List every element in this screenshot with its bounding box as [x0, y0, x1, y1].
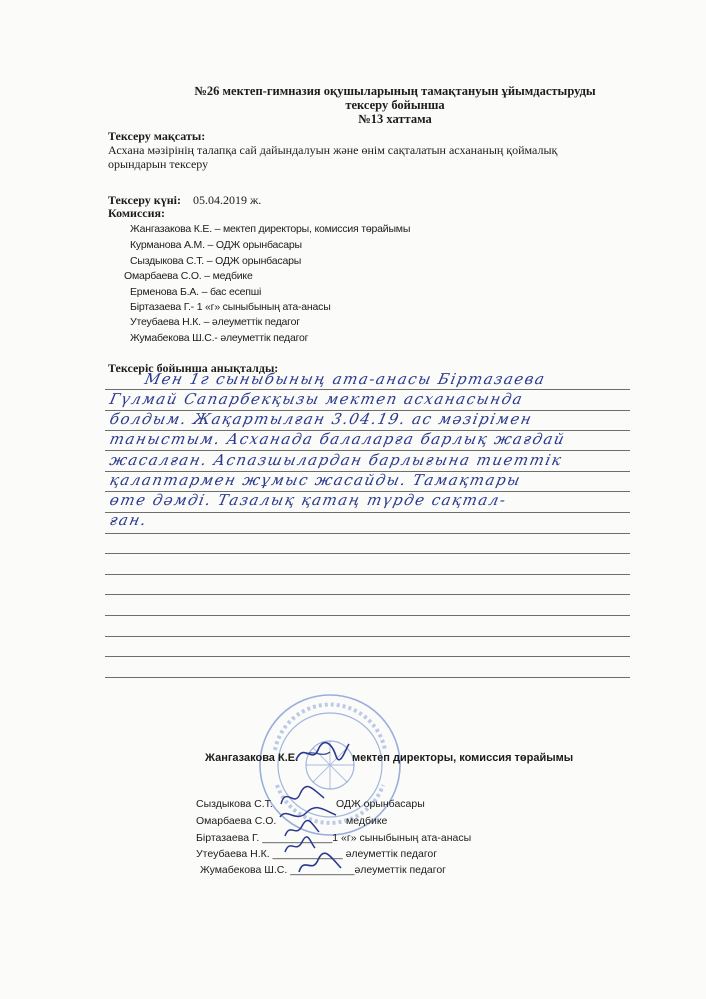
- commission-member: Ерменова Б.А. – бас есепші: [130, 286, 262, 298]
- date-value: 05.04.2019 ж.: [193, 193, 262, 207]
- signatory-name-line: Жумабекова Ш.С. ___________әлеуметтік педагог: [200, 864, 446, 876]
- handwritten-line: таныстым. Асханада балаларға барлық жағдай: [108, 430, 568, 448]
- handwritten-line: өте дәмді. Тазалық қатаң түрде сақтал-: [108, 491, 509, 509]
- handwritten-signature-icon: [296, 852, 344, 878]
- doc-title-line3: №13 хаттама: [358, 112, 432, 126]
- commission-member: Сыздыкова С.Т. – ОДЖ орынбасары: [130, 255, 302, 267]
- signatory-name-line: Біртазаева Г. ____________1 «г» сыныбының ата-анасы: [196, 832, 472, 844]
- signatory-role: ОДЖ орынбасары: [336, 798, 425, 810]
- commission-member: Жумабекова Ш.С.- әлеуметтік педагог: [130, 332, 309, 344]
- commission-member: Курманова А.М. – ОДЖ орынбасары: [130, 239, 302, 251]
- signatory-name: Сыздыкова С.Т.: [196, 798, 273, 810]
- signatory-role: медбике: [346, 815, 388, 827]
- doc-title-line2: тексеру бойынша: [345, 98, 445, 112]
- handwritten-line: жасалған. Аспазшылардан барлығына тиеттік: [108, 451, 565, 469]
- handwritten-signature-icon: [292, 738, 352, 768]
- handwritten-line: Гүлмай Сапарбекқызы мектеп асханасында: [108, 390, 526, 408]
- commission-member: Омарбаева С.О. – медбике: [124, 270, 253, 282]
- signatory-name-line: Утеубаева Н.К. ____________ әлеуметтік педагог: [196, 848, 438, 860]
- signatory-main-role: мектеп директоры, комиссия төрайымы: [352, 752, 574, 764]
- commission-member: Біртазаева Г.- 1 «г» сыныбының ата-анасы: [130, 301, 331, 313]
- commission-label: Комиссия:: [108, 206, 166, 220]
- doc-title-line1: №26 мектеп-гимназия оқушыларының тамақтануын ұйымдастыруды: [194, 84, 596, 98]
- commission-member: Жангазакова К.Е. – мектеп директоры, комиссия төрайымы: [130, 223, 411, 235]
- handwritten-line: Мен 1г сыныбының ата-анасы Біртазаева: [143, 370, 548, 388]
- purpose-text-line2: орындарын тексеру: [108, 157, 209, 171]
- purpose-label: Тексеру мақсаты:: [108, 129, 206, 143]
- date-label: Тексеру күні:: [108, 193, 181, 207]
- handwritten-line: қалаптармен жұмыс жасайды. Тамақтары: [108, 471, 523, 489]
- findings-label: Тексеріс бойынша анықталды:: [108, 361, 279, 375]
- signatory-main-name: Жангазакова К.Е.: [205, 752, 299, 764]
- handwritten-line: болдым. Жақартылған 3.04.19. ас мәзірімен: [108, 410, 535, 428]
- commission-member: Утеубаева Н.К. – әлеуметтік педагог: [130, 316, 300, 328]
- purpose-text-line1: Асхана мәзірінің талапқа сай дайындалуын және өнім сақталатын асхананың қоймалық: [108, 143, 558, 157]
- signatory-name: Омарбаева С.О.: [196, 815, 277, 827]
- handwritten-line: ған.: [108, 511, 150, 529]
